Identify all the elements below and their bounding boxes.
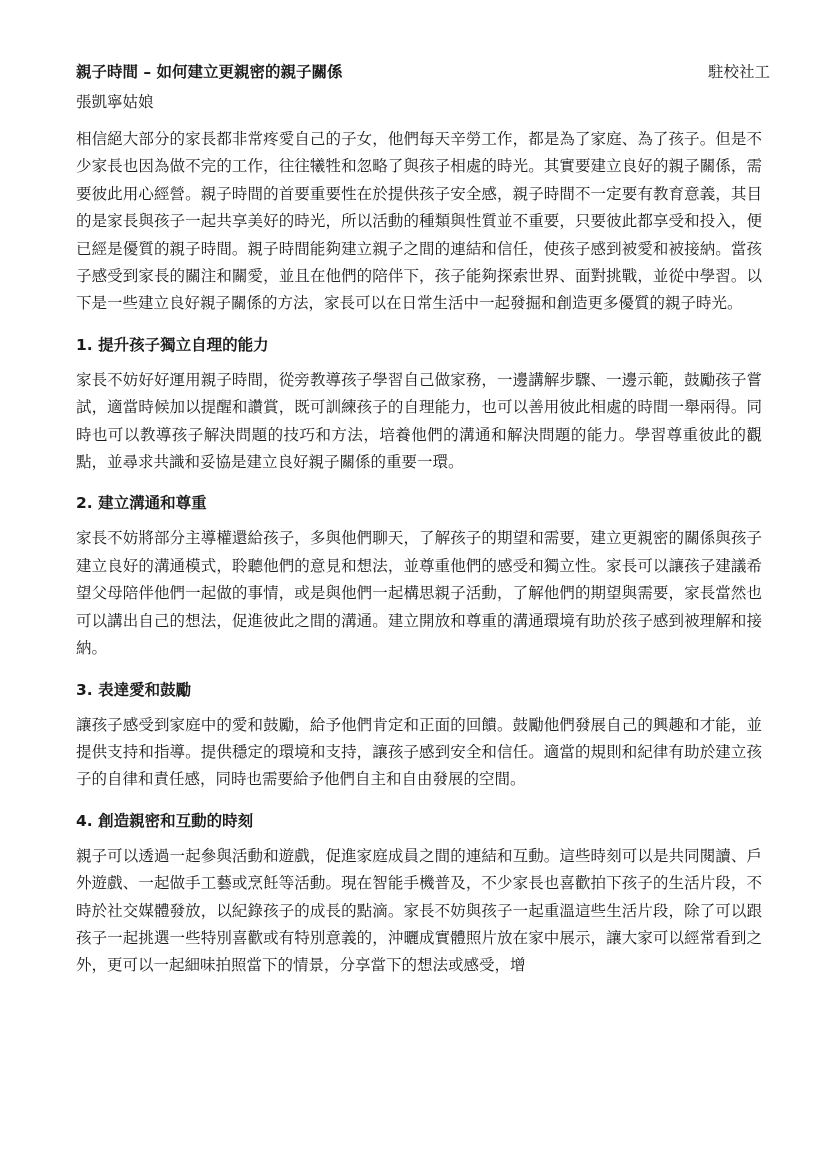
section-body-1: 家長不妨好好運用親子時間，從旁教導孩子學習自己做家務，一邊講解步驟、一邊示範，鼓勵孩子嘗試，適當時候加以提醒和讚賞，既可訓練孩子的自理能力，也可以善用彼此相處的時間一舉兩得。同時也可以教導孩子解決問題的技巧和方法，培養他們的溝通和解決問題的能力。學習尊重彼此的觀點，並尋求共識和妥協是建立良好親子關係的重要一環。 <box>76 370 762 472</box>
document-title: 親子時間 – 如何建立更親密的親子關係 <box>76 63 343 81</box>
author-role: 駐校社工 <box>707 63 770 81</box>
section-heading-2: 2. 建立溝通和尊重 <box>76 494 207 513</box>
section-heading-1: 1. 提升孩子獨立自理的能力 <box>76 335 269 354</box>
document-page <box>76 60 770 980</box>
intro-paragraph: 相信絕大部分的家長都非常疼愛自己的子女，他們每天辛勞工作，都是為了家庭、為了孩子。但是不少家長也因為做不完的工作，往往犧牲和忽略了與孩子相處的時光。其實要建立良好的親子關係，需要彼此用心經營。親子時間的首要重要性在於提供孩子安全感，親子時間不一定要有教育意義，其目的是家長與孩子一起共享美好的時光，所以活動的種類與性質並不重要，只要彼此都享受和投入，便已經是優質的親子時間。親子時間能夠建立親子之間的連結和信任，使孩子感到被愛和被接納。當孩子感受到家長的關注和關愛，並且在他們的陪伴下，孩子能夠探索世界、面對挑戰，並從中學習。以下是一些建立良好親子關係的方法，家長可以在日常生活中一起發掘和創造更多優質的親子時光。 <box>76 130 762 313</box>
section-body-3: 讓孩子感受到家庭中的愛和鼓勵，給予他們肯定和正面的回饋。鼓勵他們發展自己的興趣和才能，並提供支持和指導。提供穩定的環境和支持，讓孩子感到安全和信任。適當的規則和紀律有助於建立孩子的自律和責任感，同時也需要給予他們自主和自由發展的空間。 <box>76 715 762 789</box>
section-heading-4: 4. 創造親密和互動的時刻 <box>76 811 254 830</box>
section-heading-3: 3. 表達愛和鼓勵 <box>76 680 192 699</box>
section-body-2: 家長不妨將部分主導權還給孩子，多與他們聊天，了解孩子的期望和需要，建立更親密的關係與孩子建立良好的溝通模式，聆聽他們的意見和想法，並尊重他們的感受和獨立性。家長可以讓孩子建議希望父母陪伴他們一起做的事情，或是與他們一起構思親子活動，了解他們的期望與需要，家長當然也可以講出自己的想法，促進彼此之間的溝通。建立開放和尊重的溝通環境有助於孩子感到被理解和接納。 <box>76 529 762 658</box>
section-body-4: 親子可以透過一起參與活動和遊戲，促進家庭成員之間的連結和互動。這些時刻可以是共同閱讀、戶外遊戲、一起做手工藝或烹飪等活動。現在智能手機普及，不少家長也喜歡拍下孩子的生活片段，不時於社交媒體發放，以紀錄孩子的成長的點滴。家長不妨與孩子一起重溫這些生活片段，除了可以跟孩子一起挑選一些特別喜歡或有特別意義的，沖曬成實體照片放在家中展示，讓大家可以經常看到之外，更可以一起細味拍照當下的情景，分享當下的想法或感受，增 <box>76 846 762 975</box>
header-row <box>76 60 770 86</box>
author-name: 張凱寧姑娘 <box>76 93 154 111</box>
